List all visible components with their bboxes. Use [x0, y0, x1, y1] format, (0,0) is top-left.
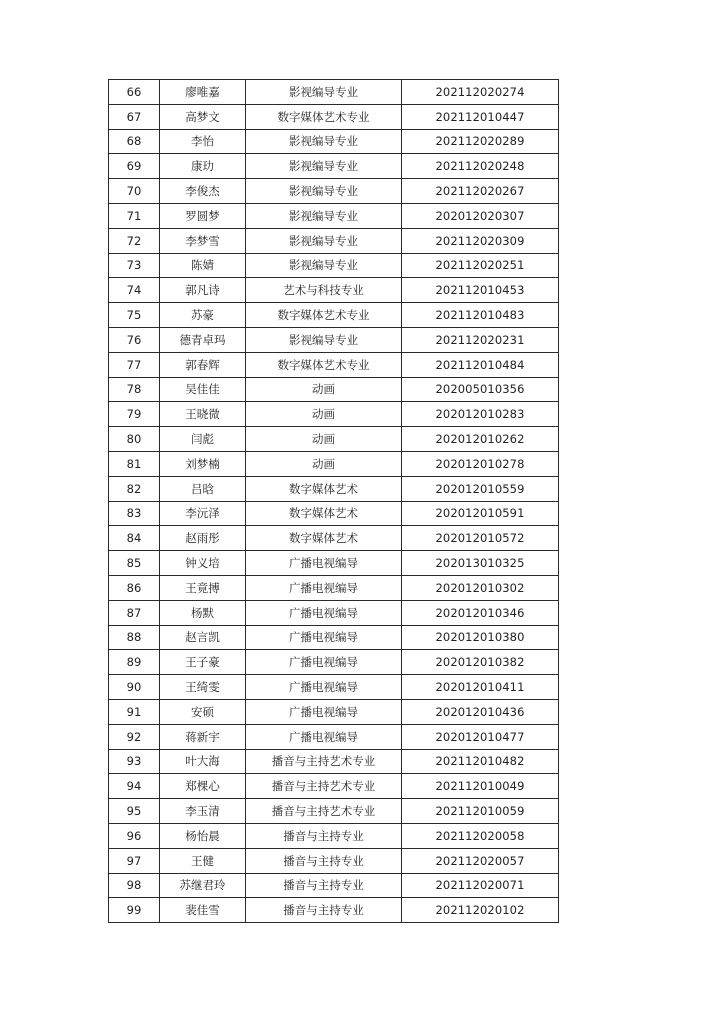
row-number-cell: 74	[109, 278, 160, 303]
student-name-cell: 廖唯嘉	[160, 80, 246, 105]
major-cell: 影视编导专业	[246, 203, 402, 228]
table-row	[109, 600, 559, 625]
table-row	[109, 154, 559, 179]
student-name-cell: 德青卓玛	[160, 327, 246, 352]
table-row	[109, 253, 559, 278]
table-row	[109, 327, 559, 352]
table-row	[109, 873, 559, 898]
student-id-cell: 202012010572	[402, 526, 559, 551]
student-id-cell: 202112020289	[402, 129, 559, 154]
major-cell: 动画	[246, 402, 402, 427]
table-row	[109, 427, 559, 452]
student-id-cell: 202012010283	[402, 402, 559, 427]
major-cell: 播音与主持专业	[246, 898, 402, 923]
student-name-cell: 王绮雯	[160, 675, 246, 700]
major-cell: 动画	[246, 377, 402, 402]
table-row	[109, 476, 559, 501]
row-number-cell: 95	[109, 799, 160, 824]
student-name-cell: 李怡	[160, 129, 246, 154]
student-id-cell: 202012010411	[402, 675, 559, 700]
student-name-cell: 罗圆梦	[160, 203, 246, 228]
table-row	[109, 650, 559, 675]
table-row	[109, 848, 559, 873]
student-name-cell: 李玉清	[160, 799, 246, 824]
table-row	[109, 551, 559, 576]
student-name-cell: 王子豪	[160, 650, 246, 675]
major-cell: 广播电视编导	[246, 575, 402, 600]
student-id-cell: 202112020267	[402, 179, 559, 204]
student-id-cell: 202112010447	[402, 104, 559, 129]
student-name-cell: 裴佳雪	[160, 898, 246, 923]
student-name-cell: 钟义培	[160, 551, 246, 576]
major-cell: 播音与主持艺术专业	[246, 799, 402, 824]
table-row	[109, 451, 559, 476]
row-number-cell: 86	[109, 575, 160, 600]
student-id-cell: 202012010278	[402, 451, 559, 476]
major-cell: 播音与主持专业	[246, 823, 402, 848]
major-cell: 数字媒体艺术专业	[246, 303, 402, 328]
student-id-cell: 202012010302	[402, 575, 559, 600]
row-number-cell: 92	[109, 724, 160, 749]
major-cell: 影视编导专业	[246, 179, 402, 204]
row-number-cell: 81	[109, 451, 160, 476]
student-name-cell: 王健	[160, 848, 246, 873]
student-id-cell: 202112010484	[402, 352, 559, 377]
student-name-cell: 李俊杰	[160, 179, 246, 204]
student-id-cell: 202112020102	[402, 898, 559, 923]
table-row	[109, 203, 559, 228]
student-name-cell: 杨默	[160, 600, 246, 625]
student-name-cell: 叶大海	[160, 749, 246, 774]
table-row	[109, 526, 559, 551]
table-row	[109, 724, 559, 749]
table-row	[109, 625, 559, 650]
student-name-cell: 赵言凯	[160, 625, 246, 650]
student-name-cell: 郭春辉	[160, 352, 246, 377]
student-name-cell: 李梦雪	[160, 228, 246, 253]
row-number-cell: 77	[109, 352, 160, 377]
student-id-cell: 202012010436	[402, 699, 559, 724]
student-name-cell: 安硕	[160, 699, 246, 724]
roster-body	[109, 80, 559, 923]
student-id-cell: 202112010453	[402, 278, 559, 303]
student-name-cell: 康玏	[160, 154, 246, 179]
student-id-cell: 202112020248	[402, 154, 559, 179]
student-name-cell: 杨怡晨	[160, 823, 246, 848]
row-number-cell: 88	[109, 625, 160, 650]
row-number-cell: 83	[109, 501, 160, 526]
major-cell: 影视编导专业	[246, 253, 402, 278]
student-id-cell: 202112010059	[402, 799, 559, 824]
student-roster-table	[108, 79, 559, 923]
major-cell: 播音与主持艺术专业	[246, 749, 402, 774]
major-cell: 广播电视编导	[246, 600, 402, 625]
row-number-cell: 96	[109, 823, 160, 848]
student-id-cell: 202112020231	[402, 327, 559, 352]
row-number-cell: 97	[109, 848, 160, 873]
student-name-cell: 赵雨彤	[160, 526, 246, 551]
row-number-cell: 76	[109, 327, 160, 352]
student-id-cell: 202112020309	[402, 228, 559, 253]
student-id-cell: 202112020071	[402, 873, 559, 898]
table-row	[109, 179, 559, 204]
row-number-cell: 78	[109, 377, 160, 402]
student-name-cell: 郑棵心	[160, 774, 246, 799]
student-name-cell: 蒋新宇	[160, 724, 246, 749]
student-id-cell: 202012010262	[402, 427, 559, 452]
student-id-cell: 202112010049	[402, 774, 559, 799]
student-name-cell: 闫彪	[160, 427, 246, 452]
major-cell: 播音与主持艺术专业	[246, 774, 402, 799]
major-cell: 影视编导专业	[246, 154, 402, 179]
student-name-cell: 王晓微	[160, 402, 246, 427]
table-row	[109, 303, 559, 328]
table-row	[109, 80, 559, 105]
row-number-cell: 67	[109, 104, 160, 129]
table-row	[109, 799, 559, 824]
major-cell: 播音与主持专业	[246, 848, 402, 873]
student-name-cell: 王竟搏	[160, 575, 246, 600]
row-number-cell: 73	[109, 253, 160, 278]
student-id-cell: 202112010482	[402, 749, 559, 774]
table-row	[109, 774, 559, 799]
student-id-cell: 202013010325	[402, 551, 559, 576]
row-number-cell: 91	[109, 699, 160, 724]
student-id-cell: 202012010559	[402, 476, 559, 501]
major-cell: 动画	[246, 427, 402, 452]
table-row	[109, 402, 559, 427]
student-id-cell: 202012010477	[402, 724, 559, 749]
table-row	[109, 675, 559, 700]
student-id-cell: 202012020307	[402, 203, 559, 228]
row-number-cell: 85	[109, 551, 160, 576]
row-number-cell: 93	[109, 749, 160, 774]
student-name-cell: 郭凡诗	[160, 278, 246, 303]
major-cell: 广播电视编导	[246, 650, 402, 675]
student-name-cell: 苏豪	[160, 303, 246, 328]
major-cell: 动画	[246, 451, 402, 476]
table-row	[109, 352, 559, 377]
student-id-cell: 202112020058	[402, 823, 559, 848]
row-number-cell: 66	[109, 80, 160, 105]
student-id-cell: 202012010346	[402, 600, 559, 625]
major-cell: 广播电视编导	[246, 724, 402, 749]
student-name-cell: 刘梦楠	[160, 451, 246, 476]
major-cell: 影视编导专业	[246, 228, 402, 253]
row-number-cell: 84	[109, 526, 160, 551]
row-number-cell: 71	[109, 203, 160, 228]
table-row	[109, 749, 559, 774]
student-id-cell: 202005010356	[402, 377, 559, 402]
row-number-cell: 69	[109, 154, 160, 179]
table-row	[109, 575, 559, 600]
table-row	[109, 278, 559, 303]
major-cell: 影视编导专业	[246, 129, 402, 154]
row-number-cell: 75	[109, 303, 160, 328]
student-name-cell: 吕晗	[160, 476, 246, 501]
major-cell: 影视编导专业	[246, 80, 402, 105]
row-number-cell: 68	[109, 129, 160, 154]
row-number-cell: 87	[109, 600, 160, 625]
student-id-cell: 202112020251	[402, 253, 559, 278]
major-cell: 播音与主持专业	[246, 873, 402, 898]
table-row	[109, 129, 559, 154]
student-id-cell: 202112020274	[402, 80, 559, 105]
student-id-cell: 202112010483	[402, 303, 559, 328]
student-id-cell: 202012010380	[402, 625, 559, 650]
row-number-cell: 72	[109, 228, 160, 253]
major-cell: 艺术与科技专业	[246, 278, 402, 303]
major-cell: 广播电视编导	[246, 551, 402, 576]
student-name-cell: 陈婧	[160, 253, 246, 278]
row-number-cell: 98	[109, 873, 160, 898]
student-name-cell: 吴佳佳	[160, 377, 246, 402]
row-number-cell: 90	[109, 675, 160, 700]
row-number-cell: 94	[109, 774, 160, 799]
major-cell: 广播电视编导	[246, 625, 402, 650]
major-cell: 广播电视编导	[246, 699, 402, 724]
student-name-cell: 李沅泽	[160, 501, 246, 526]
table-row	[109, 898, 559, 923]
row-number-cell: 99	[109, 898, 160, 923]
table-row	[109, 823, 559, 848]
student-id-cell: 202112020057	[402, 848, 559, 873]
student-name-cell: 高梦文	[160, 104, 246, 129]
student-name-cell: 苏继君玲	[160, 873, 246, 898]
table-row	[109, 104, 559, 129]
table-row	[109, 377, 559, 402]
major-cell: 数字媒体艺术	[246, 501, 402, 526]
row-number-cell: 82	[109, 476, 160, 501]
major-cell: 数字媒体艺术专业	[246, 352, 402, 377]
table-row	[109, 228, 559, 253]
major-cell: 广播电视编导	[246, 675, 402, 700]
row-number-cell: 79	[109, 402, 160, 427]
student-id-cell: 202012010591	[402, 501, 559, 526]
major-cell: 数字媒体艺术	[246, 476, 402, 501]
table-row	[109, 699, 559, 724]
major-cell: 数字媒体艺术	[246, 526, 402, 551]
row-number-cell: 70	[109, 179, 160, 204]
row-number-cell: 80	[109, 427, 160, 452]
row-number-cell: 89	[109, 650, 160, 675]
table-row	[109, 501, 559, 526]
major-cell: 影视编导专业	[246, 327, 402, 352]
student-id-cell: 202012010382	[402, 650, 559, 675]
major-cell: 数字媒体艺术专业	[246, 104, 402, 129]
